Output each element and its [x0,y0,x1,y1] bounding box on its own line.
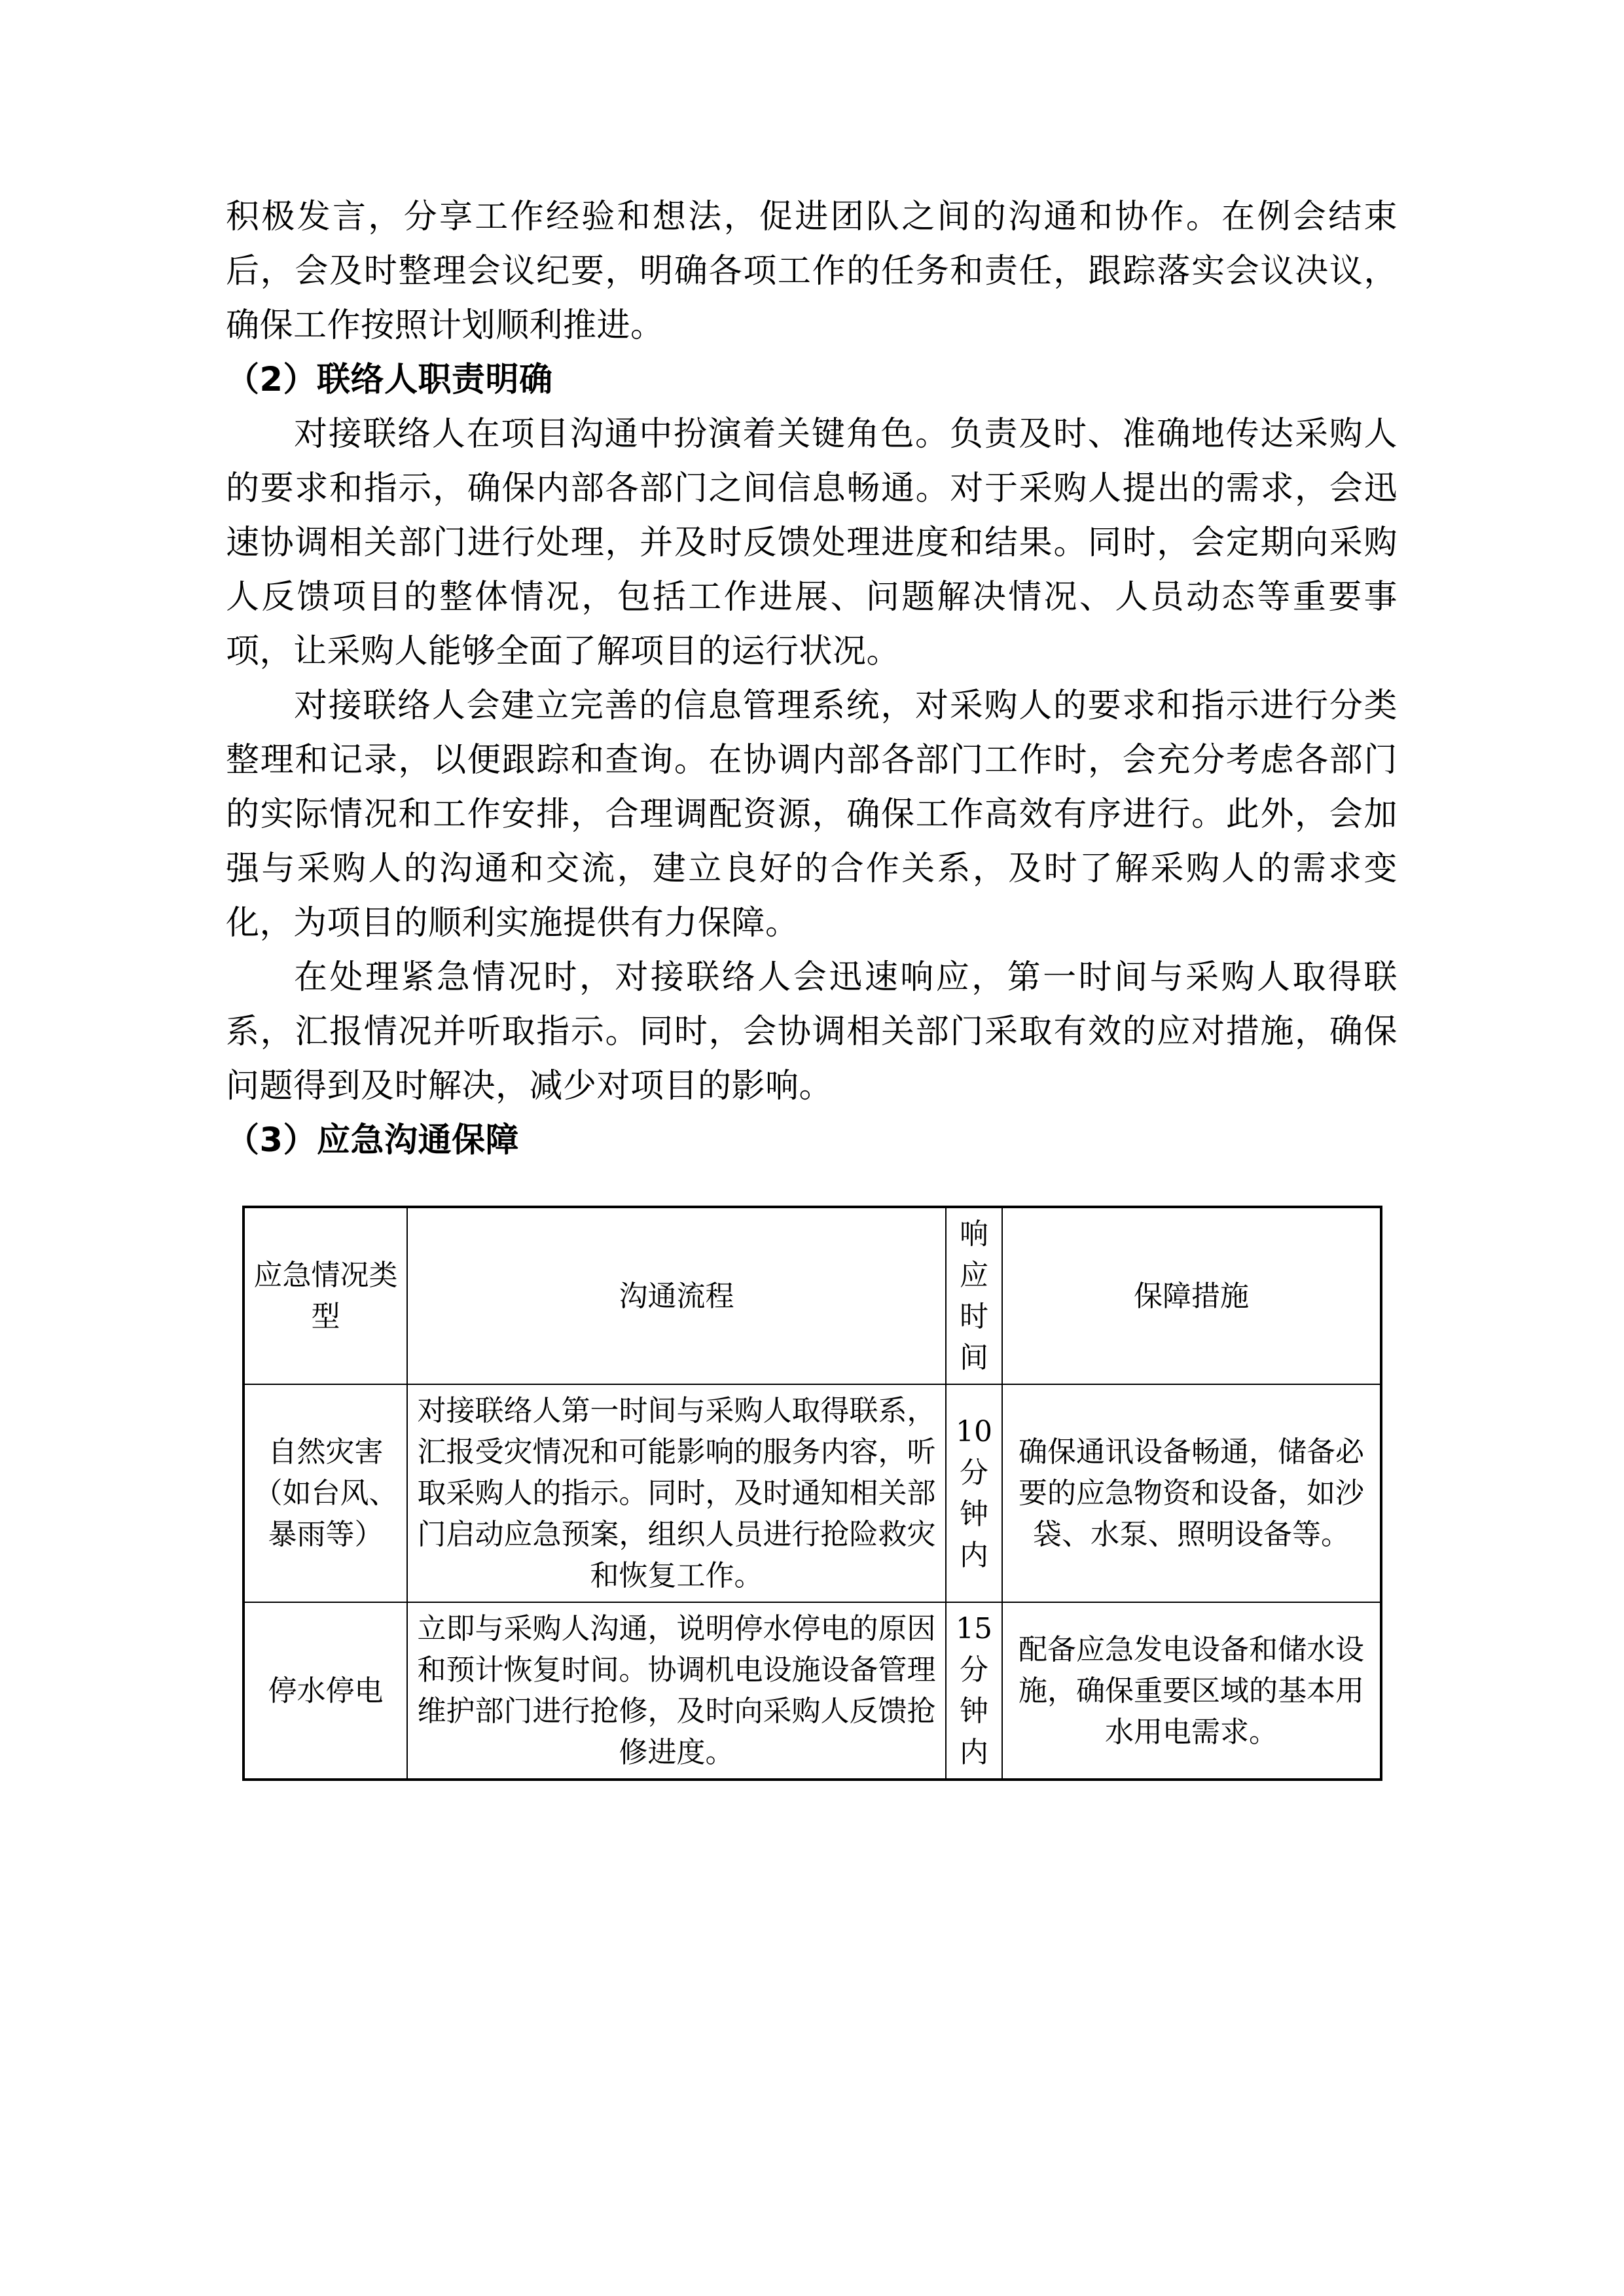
emergency-communication-table [242,1206,1382,1781]
cell-type: 停水停电 [244,1602,407,1780]
cell-response-time: 15分钟内 [946,1602,1002,1780]
paragraph-continuation: 积极发言，分享工作经验和想法，促进团队之间的沟通和协作。在例会结束后，会及时整理会议纪要，明确各项工作的任务和责任，跟踪落实会议决议，确保工作按照计划顺利推进。 [226,198,1398,345]
cell-response-time: 10分钟内 [946,1384,1002,1602]
cell-type: 自然灾害（如台风、暴雨等） [244,1384,407,1602]
section-heading-emergency-communication: （3）应急沟通保障 [226,1121,519,1160]
cell-flow: 对接联络人第一时间与采购人取得联系，汇报受灾情况和可能影响的服务内容，听取采购人的指示。同时，及时通知相关部门启动应急预案，组织人员进行抢险救灾和恢复工作。 [407,1384,946,1602]
header-cell-type: 应急情况类型 [244,1207,407,1384]
paragraph-liaison-role: 对接联络人在项目沟通中扮演着关键角色。负责及时、准确地传达采购人的要求和指示，确保内部各部门之间信息畅通。对于采购人提出的需求，会迅速协调相关部门进行处理，并及时反馈处理进度和结果。同时，会定期向采购人反馈项目的整体情况，包括工作进展、问题解决情况、人员动态等重要事项，让采购人能够全面了解项目的运行状况。 [226,415,1398,671]
cell-measures: 配备应急发电设备和储水设施，确保重要区域的基本用水用电需求。 [1002,1602,1381,1780]
header-cell-flow: 沟通流程 [407,1207,946,1384]
cell-measures: 确保通讯设备畅通，储备必要的应急物资和设备，如沙袋、水泵、照明设备等。 [1002,1384,1381,1602]
section-heading-liaison-duties: （2）联络人职责明确 [226,361,553,399]
table-row [244,1384,1381,1602]
header-cell-response-time: 响应时间 [946,1207,1002,1384]
page-content [226,190,1398,1781]
table-header-row [244,1207,1381,1384]
table-row [244,1602,1381,1780]
paragraph-emergency-response: 在处理紧急情况时，对接联络人会迅速响应，第一时间与采购人取得联系，汇报情况并听取指示。同时，会协调相关部门采取有效的应对措施，确保问题得到及时解决，减少对项目的影响。 [226,958,1398,1105]
header-cell-measures: 保障措施 [1002,1207,1381,1384]
cell-flow: 立即与采购人沟通，说明停水停电的原因和预计恢复时间。协调机电设施设备管理维护部门进行抢修，及时向采购人反馈抢修进度。 [407,1602,946,1780]
paragraph-information-system: 对接联络人会建立完善的信息管理系统，对采购人的要求和指示进行分类整理和记录，以便跟踪和查询。在协调内部各部门工作时，会充分考虑各部门的实际情况和工作安排，合理调配资源，确保工作高效有序进行。此外，会加强与采购人的沟通和交流，建立良好的合作关系，及时了解采购人的需求变化，为项目的顺利实施提供有力保障。 [226,687,1398,942]
